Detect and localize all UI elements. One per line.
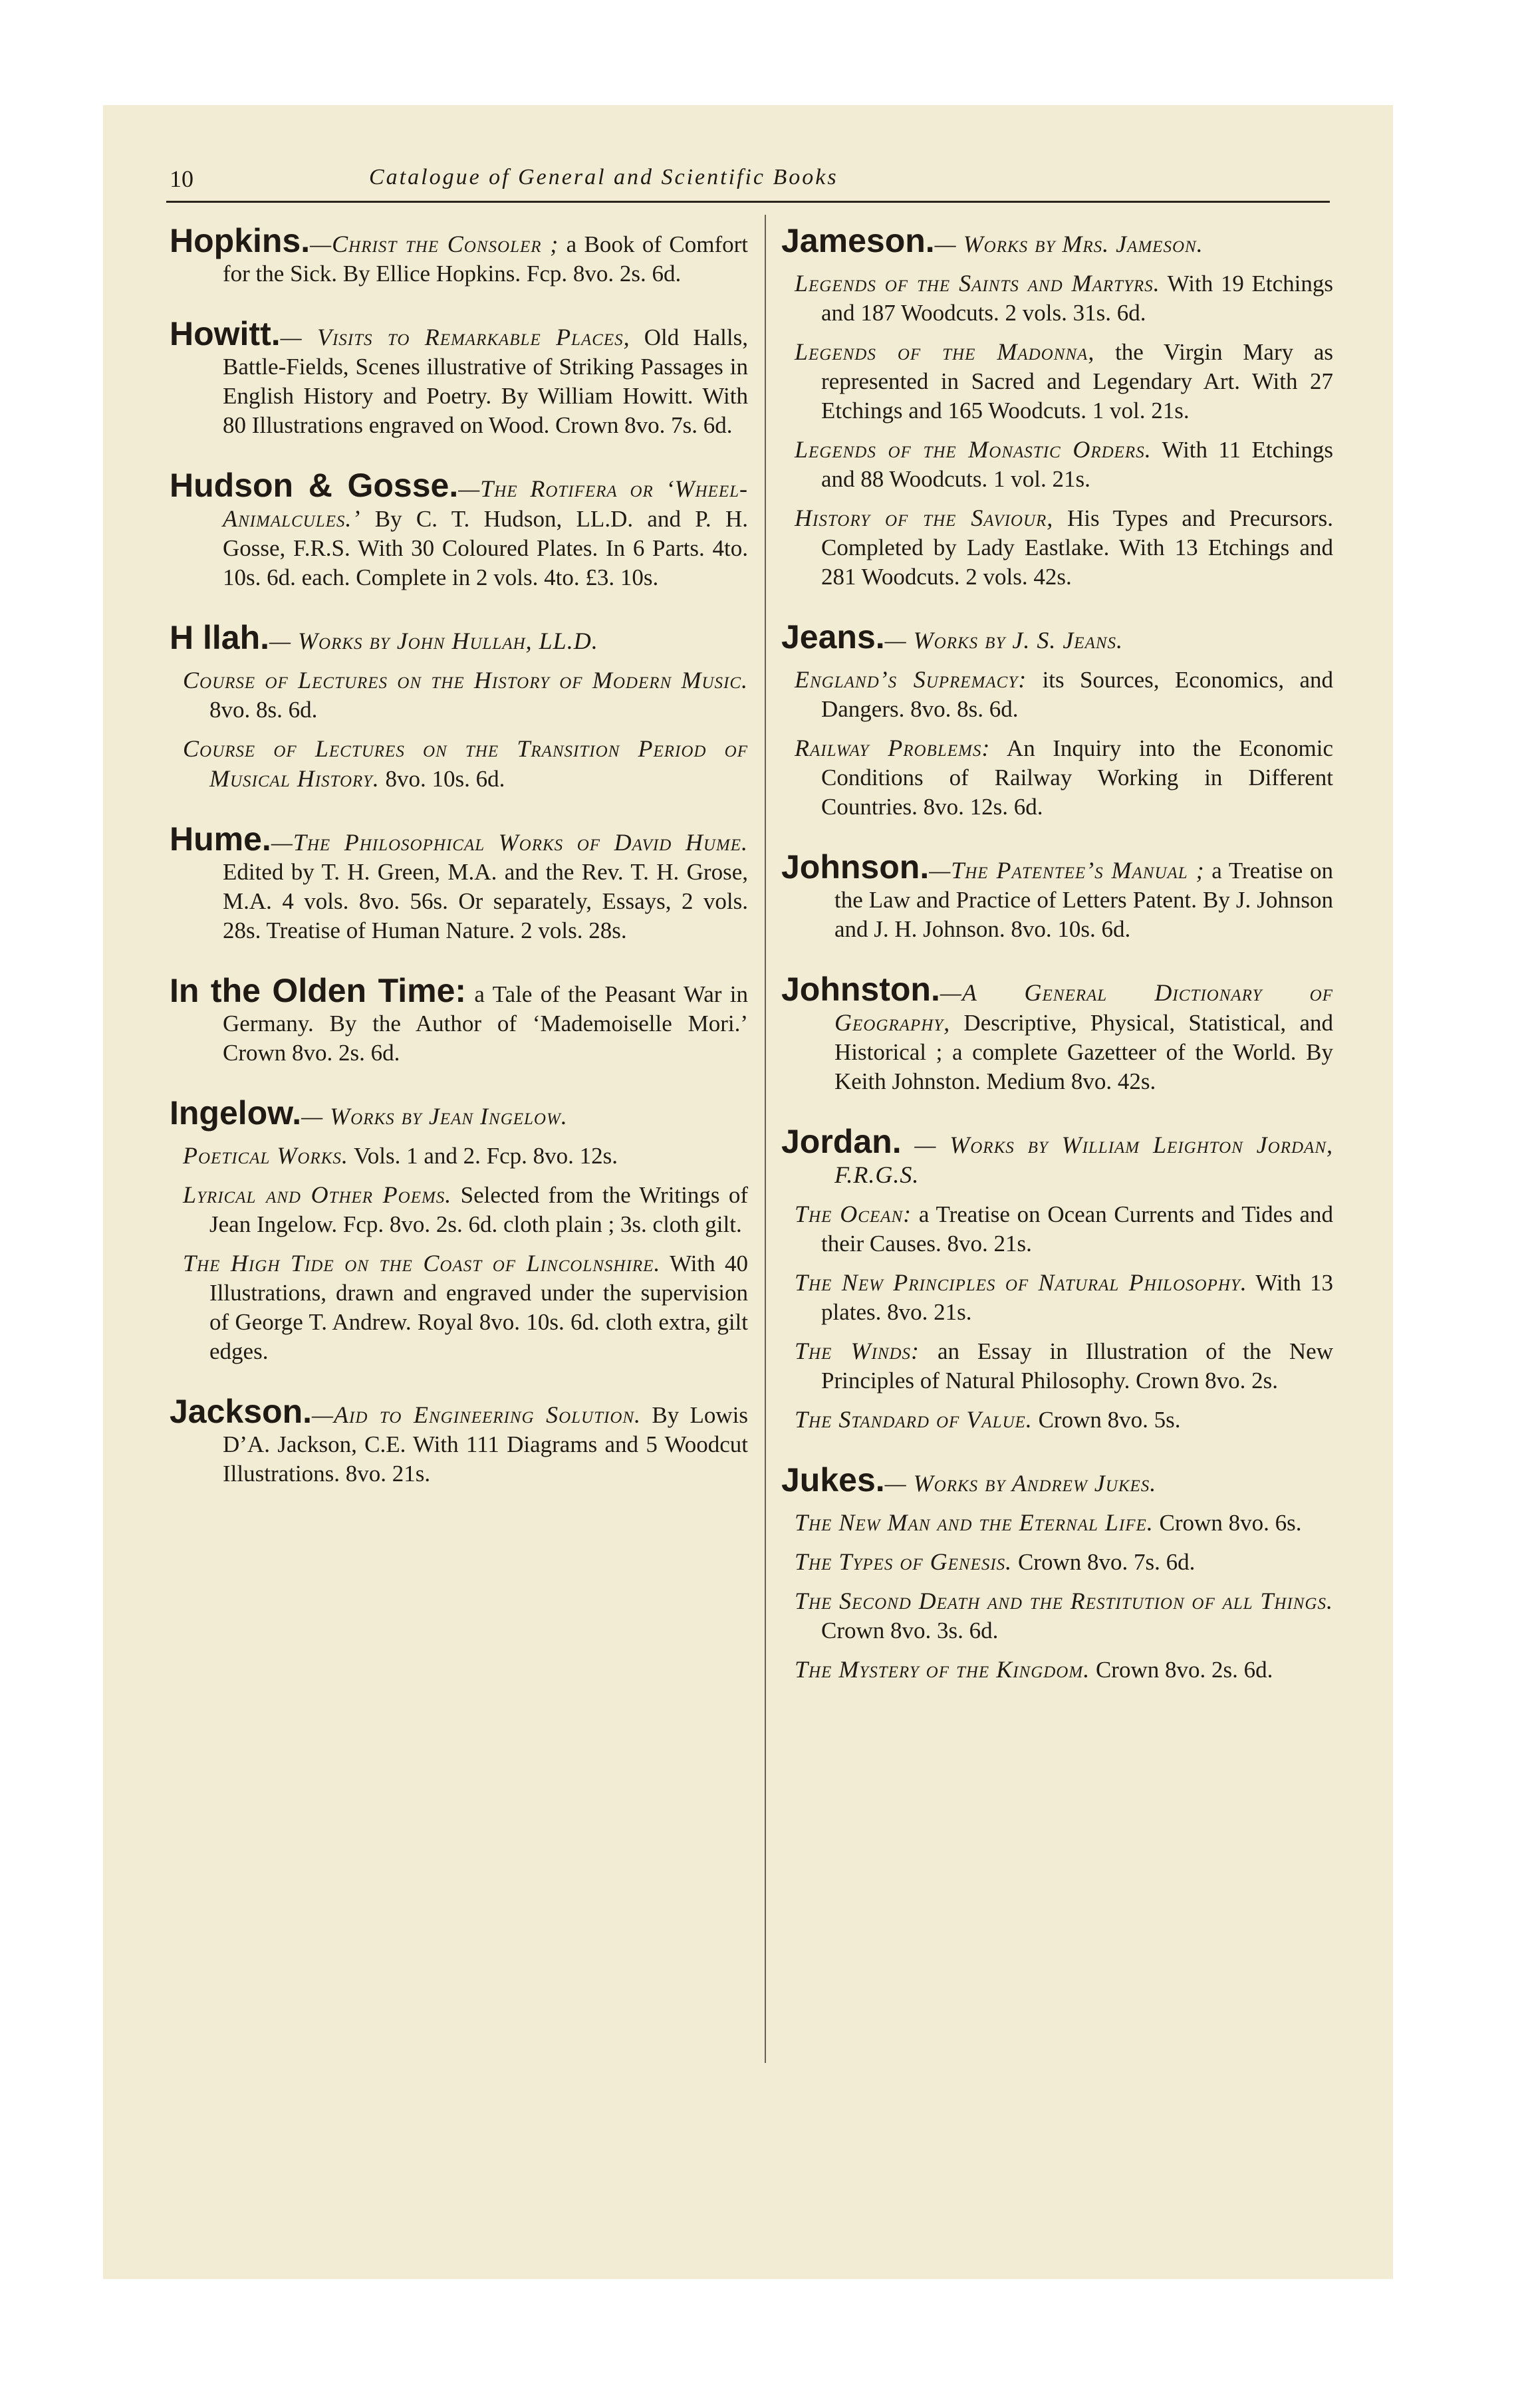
author-name: Johnson. — [781, 848, 930, 886]
work-title: —Aid to Engineering Solution. — [312, 1401, 642, 1428]
entry-description: Old Halls, Battle-Fields, Scenes illustrative of Striking Passages in English History and Poetry. By William Howitt. With 80 Illustrations engraved on Wood. Crown 8vo. 7s. 6d. — [223, 324, 748, 438]
work-title: —The Patentee’s Manual ; — [929, 857, 1205, 884]
sub-description: a Treatise on Ocean Currents and Tides and their Causes. 8vo. 21s. — [821, 1201, 1333, 1257]
sub-description: With 19 Etchings and 187 Woodcuts. 2 vols. 31s. 6d. — [821, 271, 1333, 326]
sub-work-title: The Standard of Value. — [795, 1406, 1033, 1433]
catalogue-page — [103, 105, 1393, 2279]
entry-description: By Lowis D’A. Jackson, C.E. With 111 Diagrams and 5 Woodcut Illustrations. 8vo. 21s. — [223, 1402, 748, 1487]
sub-description: With 40 Illustrations, drawn and engraved under the supervision of George T. Andrew. Royal 8vo. 10s. 6d. cloth extra, gilt edges. — [209, 1251, 748, 1364]
sub-work-title: The High Tide on the Coast of Lincolnshire. — [183, 1250, 661, 1276]
entry-heading — [170, 619, 748, 656]
sub-description: Vols. 1 and 2. Fcp. 8vo. 12s. — [348, 1143, 618, 1169]
entry-description: a Book of Comfort for the Sick. By Ellice Hopkins. Fcp. 8vo. 2s. 6d. — [223, 231, 748, 287]
sub-entry — [170, 1180, 748, 1239]
work-title: —Christ the Consoler ; — [310, 231, 559, 257]
catalogue-entry — [170, 972, 748, 1068]
author-name: Hudson & Gosse. — [170, 467, 459, 504]
entry-heading — [781, 618, 1333, 656]
catalogue-entry — [170, 1094, 749, 1366]
sub-entry — [170, 665, 748, 725]
work-title: —The Rotifera or ‘Wheel-Animalcules.’ — [223, 475, 748, 532]
page-header — [103, 165, 1393, 205]
author-name: Hume. — [170, 820, 271, 858]
sub-description: With 11 Etchings and 88 Woodcuts. 1 vol. 21s. — [821, 437, 1333, 492]
catalogue-entry — [781, 848, 1333, 944]
sub-description: His Types and Precursors. Completed by Lady Eastlake. With 13 Etchings and 281 Woodcuts. 2 vols. 42s. — [821, 505, 1334, 590]
author-name: H llah. — [170, 619, 270, 656]
sub-work-title: The New Man and the Eternal Life. — [795, 1509, 1154, 1536]
entry-heading — [781, 1123, 1333, 1190]
sub-description: Crown 8vo. 3s. 6d. — [821, 1618, 999, 1643]
sub-work-title: Course of Lectures on the History of Modern Music. — [183, 667, 748, 693]
work-title: — Works by Jean Ingelow. — [301, 1103, 568, 1130]
sub-description: Crown 8vo. 6s. — [1153, 1510, 1302, 1536]
sub-entry — [781, 1268, 1333, 1327]
sub-description: Crown 8vo. 2s. 6d. — [1090, 1657, 1273, 1683]
sub-work-title: Lyrical and Other Poems. — [183, 1181, 452, 1208]
author-name: Jordan. — [781, 1123, 902, 1160]
entry-heading — [170, 222, 748, 289]
work-title: — Works by Andrew Jukes. — [884, 1470, 1157, 1497]
entry-heading — [170, 315, 748, 440]
catalogue-entry — [170, 222, 748, 289]
sub-work-title: The Ocean: — [795, 1201, 912, 1227]
sub-description: An Inquiry into the Economic Conditions of Railway Working in Different Countries. 8vo. 12s. 6d. — [821, 735, 1334, 820]
entry-heading — [170, 1393, 748, 1489]
sub-entry — [170, 1141, 748, 1171]
sub-description: its Sources, Economics, and Dangers. 8vo. 8s. 6d. — [821, 667, 1333, 722]
sub-entry — [781, 1508, 1333, 1538]
sub-work-title: The Winds: — [795, 1338, 920, 1364]
header-rule — [166, 201, 1330, 203]
right-column — [781, 222, 1334, 1715]
entry-heading — [781, 222, 1333, 259]
page-number: 10 — [170, 166, 193, 192]
work-title: —The Philosophical Works of David Hume. — [271, 829, 748, 856]
sub-entry — [781, 733, 1333, 822]
entry-heading — [781, 971, 1333, 1096]
catalogue-entry — [781, 971, 1333, 1096]
work-title: — Works by J. S. Jeans. — [884, 627, 1124, 654]
sub-work-title: The Mystery of the Kingdom. — [795, 1656, 1090, 1683]
author-name: Jeans. — [781, 618, 885, 656]
work-title: —A General Dictionary of Geography, — [834, 979, 1333, 1036]
author-name: Howitt. — [170, 315, 281, 352]
author-name: In the Olden Time: — [170, 972, 467, 1009]
entry-heading — [170, 1094, 748, 1132]
entry-description: By C. T. Hudson, LL.D. and P. H. Gosse, F.R.S. With 30 Coloured Plates. In 6 Parts. 4to. 10s. 6d. each. Complete in 2 vols. 4to. £3. 10s. — [223, 506, 748, 590]
sub-entry — [781, 337, 1333, 425]
sub-work-title: Course of Lectures on the Transition Period of Musical History. — [183, 735, 748, 792]
sub-entry — [781, 665, 1333, 724]
catalogue-entry — [170, 1393, 748, 1489]
entry-description: Descriptive, Physical, Statistical, and Historical ; a complete Gazetteer of the World. By Keith Johnston. Medium 8vo. 42s. — [834, 1010, 1333, 1094]
entry-description: a Treatise on the Law and Practice of Letters Patent. By J. Johnson and J. H. Johnson. 8vo. 10s. 6d. — [834, 858, 1333, 942]
sub-work-title: The Second Death and the Restitution of all Things. — [795, 1588, 1333, 1614]
catalogue-entry — [781, 618, 1334, 822]
sub-entry — [781, 435, 1333, 494]
work-title: — Visits to Remarkable Places, — [280, 324, 630, 350]
author-name: Jackson. — [170, 1393, 313, 1430]
sub-work-title: England’s Supremacy: — [795, 666, 1027, 693]
sub-work-title: The New Principles of Natural Philosophy. — [795, 1269, 1247, 1296]
sub-entry — [170, 734, 748, 794]
sub-description: 8vo. 8s. 6d. — [209, 697, 318, 723]
sub-work-title: Railway Problems: — [795, 735, 991, 761]
sub-description: Selected from the Writings of Jean Ingelow. Fcp. 8vo. 2s. 6d. cloth plain ; 3s. cloth gilt. — [209, 1182, 749, 1237]
work-title: — Works by William Leighton Jordan, F.R.G.S. — [834, 1132, 1333, 1188]
entry-heading — [781, 1461, 1333, 1499]
entry-heading — [170, 820, 748, 945]
catalogue-entry — [170, 820, 748, 945]
sub-work-title: The Types of Genesis. — [795, 1548, 1013, 1575]
sub-entry — [781, 503, 1333, 592]
sub-entry — [781, 1586, 1333, 1645]
entry-description: Edited by T. H. Green, M.A. and the Rev. T. H. Grose, M.A. 4 vols. 8vo. 56s. Or separately, Essays, 2 vols. 28s. Treatise of Human Nature. 2 vols. 28s. — [223, 859, 748, 943]
column-divider — [765, 215, 766, 2063]
entry-description: a Tale of the Peasant War in Germany. By the Author of ‘Mademoiselle Mori.’ Crown 8vo. 2s. 6d. — [223, 981, 748, 1066]
running-title: Catalogue of General and Scientific Books — [369, 165, 838, 189]
sub-work-title: Legends of the Madonna, — [795, 338, 1095, 365]
sub-entry — [781, 1336, 1333, 1395]
sub-work-title: Legends of the Saints and Martyrs. — [795, 270, 1160, 297]
sub-description: an Essay in Illustration of the New Principles of Natural Philosophy. Crown 8vo. 2s. — [821, 1338, 1333, 1393]
sub-entry — [781, 1405, 1333, 1435]
author-name: Hopkins. — [170, 222, 311, 259]
sub-work-title: Legends of the Monastic Orders. — [795, 436, 1152, 463]
sub-entry — [781, 1199, 1333, 1259]
catalogue-entry — [170, 619, 748, 794]
author-name: Jukes. — [781, 1461, 885, 1499]
sub-description: Crown 8vo. 7s. 6d. — [1012, 1549, 1196, 1575]
sub-description: 8vo. 10s. 6d. — [379, 766, 505, 792]
entry-heading — [781, 848, 1333, 944]
author-name: Jameson. — [781, 222, 935, 259]
work-title: — Works by Mrs. Jameson. — [934, 231, 1203, 257]
sub-description: Crown 8vo. 5s. — [1032, 1407, 1181, 1433]
sub-description: With 13 plates. 8vo. 21s. — [821, 1270, 1333, 1325]
catalogue-entry — [781, 222, 1334, 592]
entry-heading — [170, 467, 748, 592]
sub-entry — [170, 1249, 748, 1366]
catalogue-entry — [170, 467, 748, 592]
author-name: Ingelow. — [170, 1094, 302, 1132]
catalogue-entry — [170, 315, 748, 440]
sub-entry — [781, 1547, 1333, 1577]
left-column — [170, 222, 749, 1519]
catalogue-entry — [781, 1461, 1333, 1685]
sub-entry — [781, 269, 1333, 328]
entry-heading — [170, 972, 748, 1068]
sub-work-title: Poetical Works. — [183, 1142, 348, 1169]
catalogue-entry — [781, 1123, 1333, 1435]
sub-work-title: History of the Saviour, — [795, 505, 1054, 531]
sub-entry — [781, 1655, 1333, 1685]
sub-description: the Virgin Mary as represented in Sacred and Legendary Art. With 27 Etchings and 165 Woodcuts. 1 vol. 21s. — [821, 339, 1334, 423]
work-title: — Works by John Hullah, LL.D. — [269, 628, 598, 654]
author-name: Johnston. — [781, 971, 940, 1008]
